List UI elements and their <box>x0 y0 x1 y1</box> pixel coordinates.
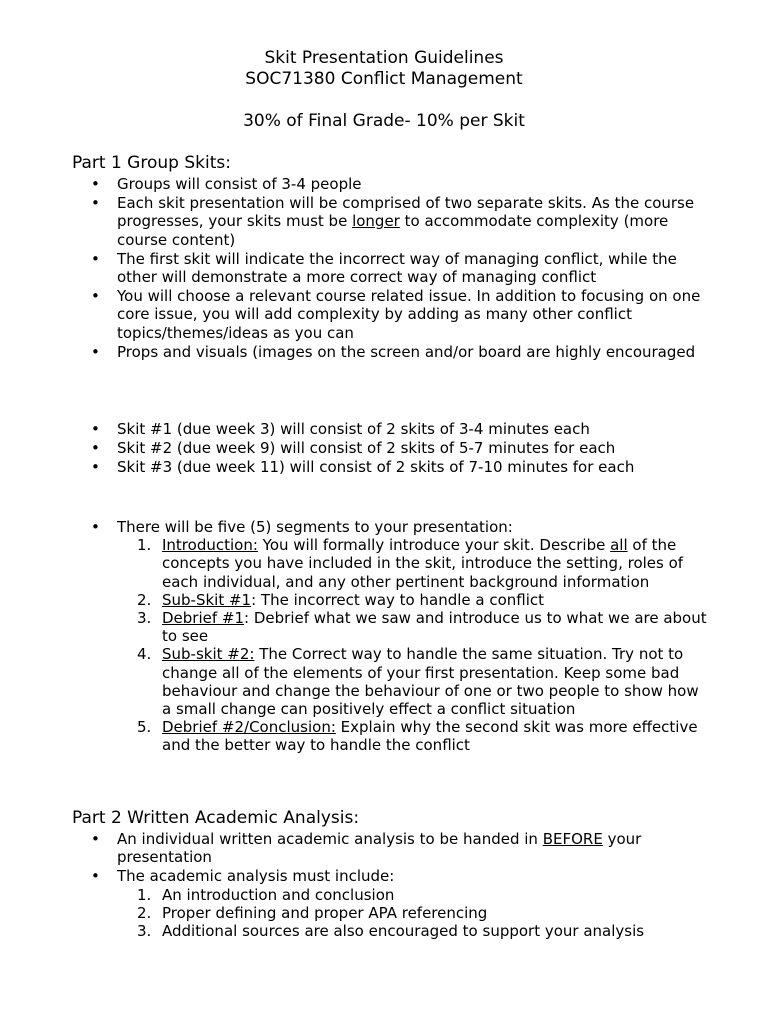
item-number: 1. <box>137 885 152 904</box>
underlined-text: BEFORE <box>542 830 603 848</box>
item-number: 1. <box>137 536 152 555</box>
list-item-text: your presentation <box>117 830 642 867</box>
part2-heading: Part 2 Written Academic Analysis: <box>72 808 360 828</box>
grade-weight: 30% of Final Grade- 10% per Skit <box>243 111 525 131</box>
part1-heading: Part 1 Group Skits: <box>72 153 231 173</box>
numbered-item <box>117 922 712 940</box>
underlined-text: longer <box>352 212 400 231</box>
item-text: Proper defining and proper APA referencing <box>162 903 488 922</box>
underlined-text: Debrief #2/Conclusion: <box>162 718 336 737</box>
numbered-item <box>117 645 712 718</box>
numbered-item <box>117 904 712 922</box>
analysis-requirements-list <box>117 886 712 941</box>
list-item-text: You will choose a relevant course related issue. In addition to focusing on one core issue, you will add complexity by adding as many other conflict topics/themes/ideas as you can <box>117 287 701 342</box>
list-item <box>72 439 712 457</box>
list-item-text: Skit #1 (due week 3) will consist of 2 skits of 3-4 minutes each <box>117 420 590 438</box>
item-text: The Correct way to handle the same situation. Try not to change all of the elements of your first presentation. Keep some bad behaviour and change the behaviour of one or two people to show how a small change can positively effect a conflict situation <box>162 645 699 719</box>
list-item <box>72 287 712 342</box>
item-number: 4. <box>137 645 152 664</box>
item-number: 3. <box>137 922 152 941</box>
list-item <box>72 250 712 286</box>
list-item <box>72 343 712 361</box>
item-text: You will formally introduce your skit. Describe <box>257 536 611 555</box>
list-item-text: There will be five (5) segments to your presentation: <box>117 518 513 536</box>
list-item-text: to accommodate complexity (more course content) <box>117 212 669 249</box>
item-text: : Debrief what we saw and introduce us to what we are about to see <box>162 609 707 646</box>
item-text: Explain why the second skit was more effective and the better way to handle the conflict <box>162 718 698 755</box>
underlined-text: all <box>610 536 628 555</box>
list-item <box>72 830 712 866</box>
numbered-item <box>117 609 712 645</box>
item-number: 5. <box>137 718 152 737</box>
list-item <box>72 420 712 438</box>
numbered-item <box>117 718 712 754</box>
list-item-text: An individual written academic analysis to be handed in <box>117 830 543 848</box>
item-number: 2. <box>137 903 152 922</box>
numbered-item <box>117 886 712 904</box>
list-item-text: Skit #2 (due week 9) will consist of 2 skits of 5-7 minutes for each <box>117 439 616 458</box>
underlined-text: Introduction: <box>162 536 258 555</box>
item-text: An introduction and conclusion <box>162 885 395 904</box>
item-number: 2. <box>137 590 152 609</box>
numbered-item <box>117 591 712 609</box>
document-title: Skit Presentation Guidelines <box>264 48 504 68</box>
underlined-text: Sub-Skit #1 <box>162 590 252 609</box>
list-item-text: Each skit presentation will be comprised of two separate skits. As the course progresses, your skits must be <box>117 194 695 231</box>
underlined-text: Debrief #1 <box>162 609 245 628</box>
part2-list <box>72 830 712 941</box>
part1-list <box>72 175 712 362</box>
list-item <box>72 175 712 193</box>
numbered-item <box>117 536 712 591</box>
list-item <box>72 867 712 940</box>
list-item-text: The academic analysis must include: <box>117 867 395 886</box>
underlined-text: Sub-skit #2: <box>162 645 255 664</box>
course-title: SOC71380 Conflict Management <box>245 69 523 89</box>
list-item-text: The first skit will indicate the incorrect way of managing conflict, while the other will demonstrate a more correct way of managing conflict <box>117 249 677 287</box>
list-item-text: Props and visuals (images on the screen and/or board are highly encouraged <box>117 342 696 361</box>
list-item-text: Groups will consist of 3-4 people <box>117 175 362 193</box>
list-item <box>72 518 712 755</box>
segments-list <box>72 518 712 756</box>
item-text: of the concepts you have included in the skit, introduce the setting, roles of each individual, and any other pertinent background information <box>162 536 684 591</box>
item-text: : The incorrect way to handle a conflict <box>251 590 545 609</box>
segments-numbered-list <box>117 536 712 754</box>
list-item-text: Skit #3 (due week 11) will consist of 2 skits of 7-10 minutes for each <box>117 458 635 477</box>
item-text: Additional sources are also encouraged to support your analysis <box>162 922 645 941</box>
skit-schedule-list <box>72 420 712 478</box>
list-item <box>72 194 712 249</box>
list-item <box>72 458 712 476</box>
item-number: 3. <box>137 609 152 628</box>
